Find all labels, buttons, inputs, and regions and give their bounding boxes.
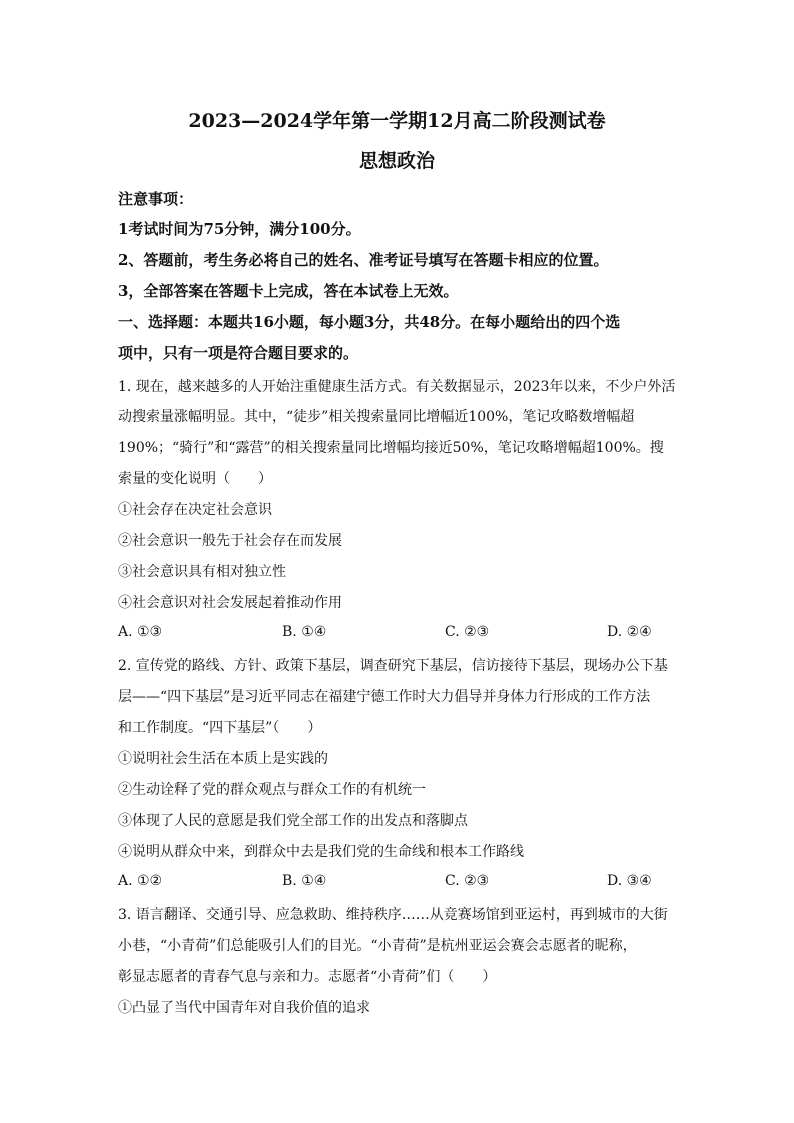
- question-2-stem: 层——“四下基层”是习近平同志在福建宁德工作时大力倡导并身体力行形成的工作方法: [118, 689, 651, 705]
- exam-title: 2023—2024学年第一学期12月高二阶段测试卷: [188, 110, 606, 132]
- option-d: D. ②④: [607, 624, 652, 640]
- note-item: 3，全部答案在答题卡上完成，答在本试卷上无效。: [118, 282, 459, 300]
- question-2-stem: 和工作制度。“四下基层”（ ）: [118, 720, 322, 736]
- note-item: 2、答题前，考生务必将自己的姓名、准考证号填写在答题卡相应的位置。: [118, 251, 609, 269]
- option-c: C. ②③: [445, 873, 490, 889]
- question-1-stem: 索量的变化说明（ ）: [118, 471, 272, 487]
- question-1-stem: 190%；“骑行”和“露营”的相关搜索量同比增幅均接近50%，笔记攻略增幅超100%。搜: [118, 440, 664, 456]
- statement: ②社会意识一般先于社会存在而发展: [118, 533, 342, 549]
- notes-heading: 注意事项：: [118, 190, 194, 208]
- question-1-stem: 1. 现在，越来越多的人开始注重健康生活方式。有关数据显示，2023年以来，不少户外活: [118, 379, 676, 395]
- section-heading: 项中，只有一项是符合题目要求的。: [118, 344, 359, 362]
- question-3-stem: 3. 语言翻译、交通引导、应急救助、维持秩序……从竞赛场馆到亚运村，再到城市的大街: [118, 907, 668, 923]
- option-d: D. ③④: [607, 873, 652, 889]
- note-item: 1考试时间为75分钟，满分100分。: [118, 220, 361, 238]
- statement: ①社会存在决定社会意识: [118, 502, 272, 518]
- statement: ③体现了人民的意愿是我们党全部工作的出发点和落脚点: [118, 813, 468, 829]
- option-b: B. ①④: [282, 873, 327, 889]
- statement: ④说明从群众中来，到群众中去是我们党的生命线和根本工作路线: [118, 844, 524, 860]
- exam-subject: 思想政治: [358, 150, 435, 172]
- option-b: B. ①④: [282, 624, 327, 640]
- statement: ②生动诠释了党的群众观点与群众工作的有机统一: [118, 782, 426, 798]
- statement: ③社会意识具有相对独立性: [118, 564, 286, 580]
- question-3-stem: 彰显志愿者的青春气息与亲和力。志愿者“小青荷”们（ ）: [118, 969, 497, 985]
- option-a: A. ①②: [118, 873, 163, 889]
- statement: ①说明社会生活在本质上是实践的: [118, 751, 328, 767]
- question-3-stem: 小巷，“小青荷”们总能吸引人们的目光。“小青荷”是杭州亚运会赛会志愿者的昵称，: [118, 938, 637, 954]
- option-c: C. ②③: [445, 624, 490, 640]
- statement: ①凸显了当代中国青年对自我价值的追求: [118, 1000, 370, 1016]
- statement: ④社会意识对社会发展起着推动作用: [118, 595, 342, 611]
- question-2-stem: 2. 宣传党的路线、方针、政策下基层，调查研究下基层，信访接待下基层，现场办公下基: [118, 658, 668, 674]
- section-heading: 一、选择题：本题共16小题，每小题3分，共48分。在每小题给出的四个选: [118, 313, 621, 331]
- option-a: A. ①③: [118, 624, 163, 640]
- question-1-stem: 动搜索量涨幅明显。其中，“徒步”相关搜索量同比增幅近100%，笔记攻略数增幅超: [118, 409, 635, 425]
